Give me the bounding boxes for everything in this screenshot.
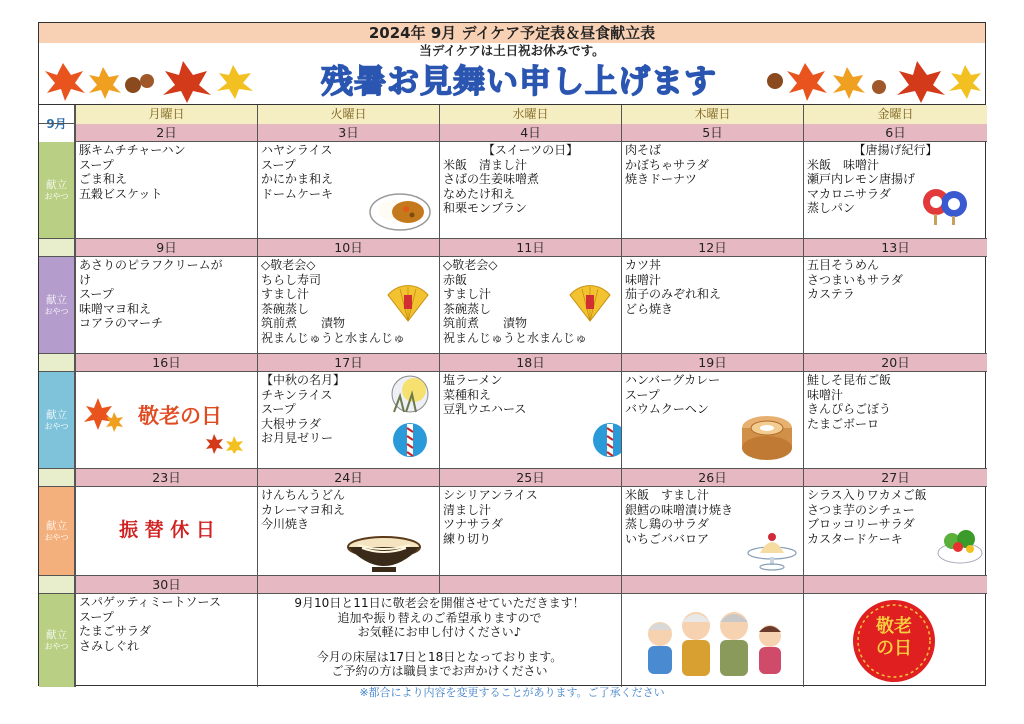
date-row [75,239,987,257]
menu-line: すまし汁 [443,287,492,301]
menu-line: 和栗モンブラン [443,201,528,215]
menu-line: スープ [625,387,660,402]
menu-line: カスタードケーキ [807,531,903,546]
date-cell: 24日 [257,469,439,487]
date-cell-empty [257,576,439,594]
menu-cell [257,142,439,239]
menu-line: バウムクーヘン [625,402,709,416]
gold-fan-icon [386,281,430,325]
menu-cell [803,257,987,354]
side-label [39,257,75,354]
autumn-leaves-icon [206,432,246,454]
week-4 [39,469,985,576]
menu-line: 瀬戸内レモン唐揚げ [807,172,916,186]
menu-line: ハンバーグカレー [625,373,721,387]
date-cell-empty [439,576,621,594]
menu-line: ◇敬老会◇ [443,258,498,272]
menu-line: 蒸しパン [807,201,856,215]
menu-line: コアラのマーチ [79,316,164,330]
menu-cell [621,487,803,576]
message-line: 今月の床屋は17日と18日となっております。 [316,649,563,664]
illustration-cell [803,594,987,687]
menu-cell [803,487,987,576]
festival-fan-icon [920,186,970,226]
barber-pole-icon [392,422,428,458]
menu-line: 五目そうめん [807,258,880,272]
menu-line: カステラ [807,287,855,301]
page-title: 2024年 9月 デイケア予定表＆昼食献立表 [39,23,985,43]
menu-line: 練り切り [443,531,492,546]
menu-line: ブロッコリーサラダ [807,517,915,531]
date-cell: 16日 [75,354,257,372]
menu-line: け [79,272,92,287]
menu-line: カツ丼 [625,258,662,272]
notice-message [257,594,621,687]
curry-rice-icon [368,182,432,232]
side-label-snack: おやつ [44,191,69,201]
banner-text: 残暑お見舞い申し上げます [320,62,717,100]
date-cell: 2日 [75,124,257,142]
side-label-snack: おやつ [44,532,69,542]
menu-line: 赤飯 [443,272,468,287]
closed-notice: 当デイケアは土日祝お休みです。 [419,43,605,58]
date-cell: 25日 [439,469,621,487]
menu-line: シシリアンライス [443,488,538,502]
date-row [75,124,987,142]
weekday-mon: 月曜日 [75,105,257,124]
menu-line: けんちんうどん [261,488,346,502]
menu-line: スパゲッティミートソース [79,595,221,609]
menu-line: あさりのピラフクリームが [79,258,223,272]
substitute-holiday-label: 振 替 休 日 [119,519,215,541]
menu-line: 茄子のみぞれ和え [625,287,722,301]
date-cell: 30日 [75,576,257,594]
weekday-wed: 水曜日 [439,105,621,124]
respect-aged-day-label: 敬老の日 [138,404,222,428]
menu-cell [439,487,621,576]
date-cell: 27日 [803,469,987,487]
weekday-header [39,105,985,124]
menu-line: スープ [79,157,114,172]
side-spacer [39,469,75,487]
date-cell: 6日 [803,124,987,142]
week-1 [39,124,985,239]
date-row [75,354,987,372]
menu-line: 五穀ビスケット [79,186,163,201]
salad-bowl-icon [936,523,984,567]
menu-line: 味噌マヨ和え [79,301,152,316]
menu-line: かぼちゃサラダ [625,157,709,172]
date-cell: 9日 [75,239,257,257]
menu-line: さつま芋のシチュー [807,502,915,517]
menu-line: 焼きドーナツ [625,172,697,186]
weekday-thu: 木曜日 [621,105,803,124]
menu-line: かにかま和え [261,172,334,186]
menu-line: スープ [79,609,114,624]
date-cell: 26日 [621,469,803,487]
menu-line: きんぴらごぼう [807,402,892,416]
side-label-snack: おやつ [44,421,69,431]
menu-line: どら焼き [625,301,674,316]
bavarois-dessert-icon [746,527,798,571]
baumkuchen-icon [740,410,794,460]
menu-line: すまし汁 [261,287,310,301]
menu-line: 米飯 味噌汁 [807,157,880,172]
menu-line: 豆乳ウエハース [443,402,527,416]
menu-line: 茶碗蒸し [261,301,310,316]
date-cell-empty [803,576,987,594]
footer-note: ※都合により内容を変更することがあります。ご了承ください [359,686,665,699]
side-label-menu: 献立 [46,408,67,421]
menu-line: 米飯 清まし汁 [443,157,528,172]
menu-line: お月見ゼリー [261,431,334,445]
message-line [261,640,618,650]
menu-line: 祝まんじゅうと水まんじゅ [261,330,406,345]
schedule-sheet [38,22,986,686]
side-label-menu: 献立 [46,293,67,306]
menu-cell [75,142,257,239]
message-line: 追加や振り替えのご希望承りますので [337,610,542,625]
menu-line: 肉そば [625,143,662,157]
side-label-menu: 献立 [46,178,67,191]
menu-cell [75,487,257,576]
menu-cell [621,372,803,469]
side-label-snack: おやつ [44,306,69,316]
menu-line: 【唐揚げ紀行】 [853,143,938,157]
weekday-fri: 金曜日 [803,105,987,124]
side-label [39,372,75,469]
menu-line: 今川焼き [261,517,310,531]
menu-line: シラス入りワカメご飯 [807,488,927,502]
date-cell: 17日 [257,354,439,372]
menu-line: 豚キムチチャーハン [79,143,186,157]
menu-line: ツナサラダ [443,517,503,531]
menu-line: 銀鱈の味噌漬け焼き [625,502,734,517]
moon-viewing-icon [386,374,434,414]
message-line: お気軽にお申し付けください♪ [357,625,522,639]
side-spacer [39,354,75,372]
udon-bowl-icon [346,533,422,573]
date-cell: 12日 [621,239,803,257]
side-spacer [39,576,75,594]
date-cell-empty [621,576,803,594]
menu-cell [803,372,987,469]
menu-cell [75,372,257,469]
week-5 [39,576,985,687]
menu-line: チキンライス [261,387,333,402]
menu-line: 筑前煮 漬物 [443,316,528,330]
date-cell: 4日 [439,124,621,142]
autumn-leaves-right-icon [761,57,983,103]
week-2 [39,239,985,354]
menu-cell [75,594,257,687]
elderly-people-icon [636,604,790,678]
date-row [75,469,987,487]
date-row [75,576,987,594]
side-label-menu: 献立 [46,519,67,532]
menu-cell [439,372,621,469]
menu-line: 清まし汁 [443,502,492,517]
menu-line: 祝まんじゅうと水まんじゅ [443,330,588,345]
autumn-leaves-icon [84,394,124,438]
message-line: 9月10日と11日に敬老会を開催させていただきます！ [294,596,585,610]
menu-line: 【スイーツの日】 [482,143,579,157]
menu-cell [439,142,621,239]
side-label-menu: 献立 [46,629,67,642]
menu-line: 味噌汁 [807,387,844,402]
seal-text: 敬老の日 [876,616,912,659]
menu-cell [621,142,803,239]
date-cell: 10日 [257,239,439,257]
menu-line: 味噌汁 [625,272,662,287]
date-cell: 18日 [439,354,621,372]
date-cell: 3日 [257,124,439,142]
menu-line: 茶碗蒸し [443,301,492,316]
menu-line: たまごボーロ [807,416,880,431]
menu-line: ◇敬老会◇ [261,258,316,272]
menu-line: 菜種和え [443,387,492,402]
menu-line: なめたけ和え [443,186,516,201]
menu-line: 鮭しそ昆布ご飯 [807,373,892,387]
side-spacer [39,239,75,257]
menu-line: 米飯 すまし汁 [625,488,710,502]
menu-cell [257,372,439,469]
weekday-tue: 火曜日 [257,105,439,124]
menu-line: たまごサラダ [79,624,151,638]
menu-line: マカロニサラダ [807,186,891,201]
side-label [39,594,75,687]
menu-line: ハヤシライス [261,143,333,157]
date-cell: 11日 [439,239,621,257]
date-cell: 5日 [621,124,803,142]
gold-fan-icon [568,281,612,325]
menu-cell [257,257,439,354]
side-label [39,487,75,576]
date-cell: 19日 [621,354,803,372]
menu-line: ごま和え [79,172,128,186]
menu-line: 【中秋の名月】 [261,373,346,387]
menu-cell [803,142,987,239]
menu-cell [257,487,439,576]
month-label: 9月 [39,105,75,144]
menu-line: 筑前煮 漬物 [261,316,346,330]
date-cell: 23日 [75,469,257,487]
menu-cell [439,257,621,354]
menu-line: ちらし寿司 [261,272,322,287]
menu-line: スープ [261,402,296,416]
menu-line: さつまいもサラダ [807,272,903,287]
menu-line: 大根サラダ [261,416,321,431]
menu-line: スープ [261,157,296,172]
date-cell: 13日 [803,239,987,257]
header [39,23,985,105]
menu-line: 蒸し鶏のサラダ [625,517,709,531]
autumn-leaves-left-icon [43,57,263,103]
side-label [39,142,75,239]
barber-pole-icon [592,422,621,458]
menu-line: いちごババロア [625,531,710,546]
date-cell: 20日 [803,354,987,372]
menu-cell [75,257,257,354]
menu-line: さばの生姜味噌煮 [443,172,540,186]
menu-cell [621,257,803,354]
illustration-cell [621,594,803,687]
menu-line: スープ [79,287,114,301]
side-label-snack: おやつ [44,642,69,651]
message-line: ご予約の方は職員までお声かけください [331,664,548,678]
menu-line: ドームケーキ [261,186,334,201]
menu-line: 塩ラーメン [443,373,503,387]
menu-line: さみしぐれ [79,638,140,653]
menu-line: カレーマヨ和え [261,502,346,517]
week-3 [39,354,985,469]
